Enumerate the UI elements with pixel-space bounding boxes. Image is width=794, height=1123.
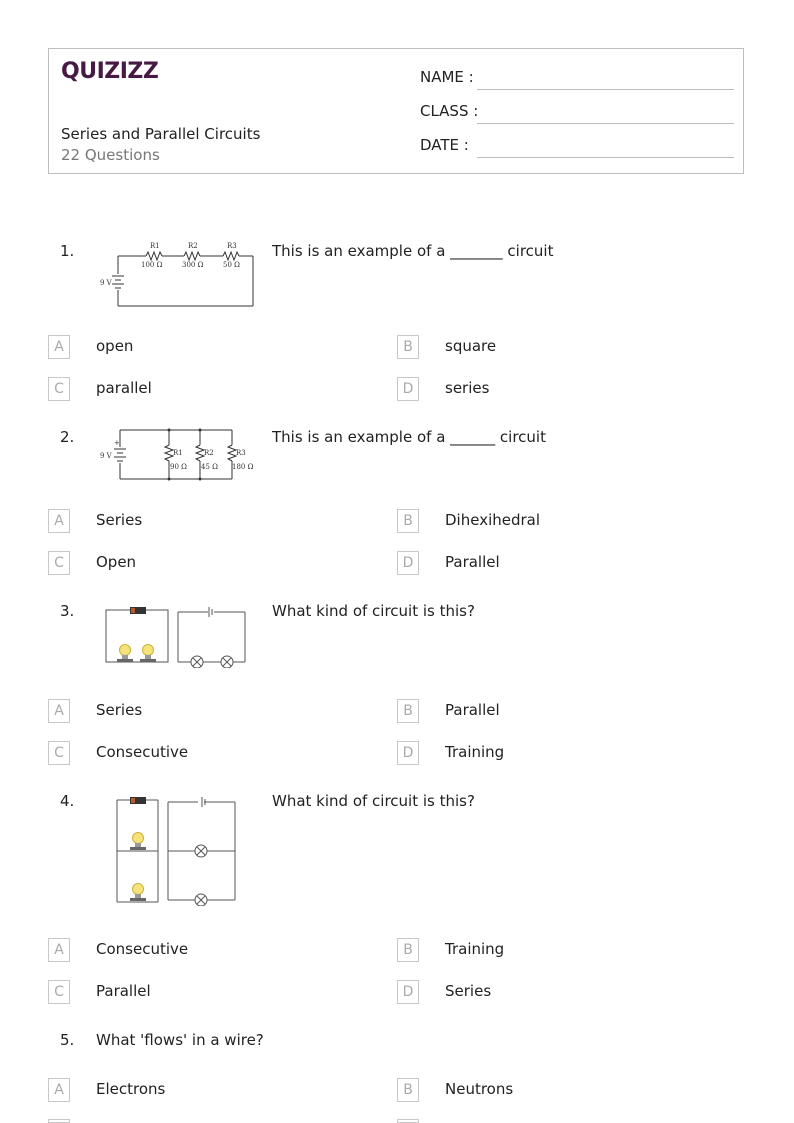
option-text[interactable]: Parallel <box>96 982 151 1000</box>
worksheet-header <box>48 48 744 174</box>
question-text: What kind of circuit is this? <box>272 792 475 810</box>
name-line[interactable] <box>477 89 734 90</box>
option-text[interactable]: Series <box>96 701 143 719</box>
option-text[interactable]: open <box>96 337 134 355</box>
option-letter[interactable]: A <box>48 699 70 723</box>
option-text[interactable]: Consecutive <box>96 743 189 761</box>
resistor-value: 100 Ω <box>141 261 163 269</box>
option-letter[interactable] <box>397 1119 419 1123</box>
resistor-label: R1 <box>173 449 183 457</box>
option-letter[interactable]: C <box>48 980 70 1004</box>
name-field[interactable] <box>420 68 734 92</box>
resistor-label: R2 <box>204 449 214 457</box>
name-label: NAME : <box>420 68 474 86</box>
question-number: 5. <box>60 1031 75 1049</box>
option-text[interactable]: Electrons <box>96 1080 166 1098</box>
resistor-value: 50 Ω <box>223 261 240 269</box>
option-letter[interactable]: C <box>48 377 70 401</box>
svg-text:+: + <box>114 439 120 447</box>
resistor-value: 45 Ω <box>201 463 218 471</box>
option-text[interactable]: Series <box>96 511 143 529</box>
resistor-label: R3 <box>236 449 246 457</box>
option-text[interactable]: square <box>445 337 497 355</box>
class-label: CLASS : <box>420 102 479 120</box>
resistor-label: R2 <box>188 242 198 250</box>
class-line[interactable] <box>477 123 734 124</box>
series-circuit-diagram <box>96 238 258 310</box>
resistor-value: 300 Ω <box>182 261 204 269</box>
option-text[interactable]: parallel <box>96 379 152 397</box>
resistor-value: 180 Ω <box>232 463 254 471</box>
resistor-value: 90 Ω <box>170 463 187 471</box>
worksheet-title: Series and Parallel Circuits <box>61 125 261 143</box>
date-label: DATE : <box>420 136 469 154</box>
option-text[interactable]: Parallel <box>445 553 500 571</box>
option-text[interactable]: Training <box>445 940 505 958</box>
option-letter[interactable]: A <box>48 509 70 533</box>
option-letter[interactable]: B <box>397 335 419 359</box>
option-letter[interactable]: D <box>397 551 419 575</box>
option-text[interactable]: Dihexihedral <box>445 511 541 529</box>
question-number: 3. <box>60 602 75 620</box>
date-field[interactable] <box>420 136 734 160</box>
option-letter[interactable]: A <box>48 938 70 962</box>
option-letter[interactable]: B <box>397 699 419 723</box>
question-text: This is an example of a _______ circuit <box>272 242 554 260</box>
option-letter[interactable]: D <box>397 741 419 765</box>
question-count: 22 Questions <box>61 146 160 164</box>
option-text[interactable]: Open <box>96 553 137 571</box>
option-letter[interactable]: D <box>397 377 419 401</box>
option-text[interactable]: series <box>445 379 490 397</box>
option-letter[interactable]: A <box>48 335 70 359</box>
option-letter[interactable]: B <box>397 1078 419 1102</box>
option-text[interactable]: Training <box>445 743 505 761</box>
question-number: 4. <box>60 792 75 810</box>
question-text: What 'flows' in a wire? <box>96 1031 264 1049</box>
option-letter[interactable]: A <box>48 1078 70 1102</box>
resistor-label: R1 <box>150 242 160 250</box>
bulb-parallel-circuit-diagram <box>112 792 240 906</box>
question-text: What kind of circuit is this? <box>272 602 475 620</box>
option-letter[interactable]: B <box>397 509 419 533</box>
bulb-series-circuit-diagram <box>100 604 250 668</box>
parallel-circuit-diagram <box>96 425 258 483</box>
option-text[interactable]: Consecutive <box>96 940 189 958</box>
question-number: 2. <box>60 428 75 446</box>
option-text[interactable]: Parallel <box>445 701 500 719</box>
battery-label: 9 V <box>100 279 112 287</box>
question-number: 1. <box>60 242 75 260</box>
option-text[interactable]: Series <box>445 982 492 1000</box>
option-letter[interactable]: C <box>48 741 70 765</box>
option-letter[interactable]: B <box>397 938 419 962</box>
question-text: This is an example of a ______ circuit <box>272 428 546 446</box>
quizizz-logo: QUIZIZZ <box>61 59 159 84</box>
option-text[interactable]: Neutrons <box>445 1080 514 1098</box>
class-field[interactable] <box>420 102 734 126</box>
resistor-label: R3 <box>227 242 237 250</box>
battery-label: 9 V <box>100 452 112 460</box>
date-line[interactable] <box>477 157 734 158</box>
option-letter[interactable] <box>48 1119 70 1123</box>
option-letter[interactable]: D <box>397 980 419 1004</box>
option-letter[interactable]: C <box>48 551 70 575</box>
